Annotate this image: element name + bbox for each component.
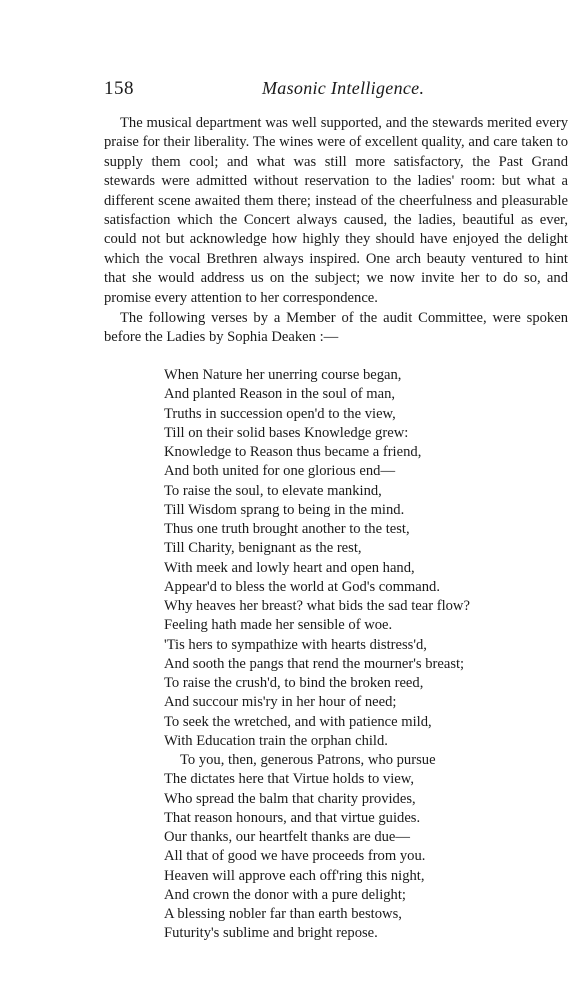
paragraph-musical-department: The musical department was well supported, and the stewards merited every praise for their liberality. The wines were of excellent quality, and care taken to supply them cool; and what was still more satisfactory, the Past Grand stewards were admitted without reservation to the ladies' room: but what a different scene awaited them there; instead of the cheerfulness and pleasurable satisfaction which the Concert always caused, the ladies, beautiful as ever, could not but acknowledge how highly they should have enjoyed the delight which the vocal Brethren always inspired. One arch beauty ventured to hint that she would address us on the subject; we now invite her to do so, and promise every attention to her correspondence. <box>104 115 568 306</box>
poem-line: Thus one truth brought another to the test, <box>164 521 410 537</box>
poem-line: A blessing nobler far than earth bestows, <box>164 906 402 922</box>
poem-line: Our thanks, our heartfelt thanks are due— <box>164 829 410 845</box>
poem-line: That reason honours, and that virtue guides. <box>164 809 421 826</box>
poem-line: All that of good we have proceeds from you. <box>164 848 426 865</box>
poem-line: To raise the crush'd, to bind the broken reed, <box>164 675 424 691</box>
poem-line: And sooth the pangs that rend the mourner's breast; <box>164 655 465 672</box>
poem-line: With Education train the orphan child. <box>164 732 388 749</box>
poem-line: And crown the donor with a pure delight; <box>164 886 406 903</box>
running-head: Masonic Intelligence. <box>262 78 425 98</box>
poem-line: To raise the soul, to elevate mankind, <box>164 482 382 499</box>
prose-body <box>104 114 568 348</box>
poem-line: To you, then, generous Patrons, who pursue <box>180 752 436 768</box>
poem-line: Why heaves her breast? what bids the sad tear flow? <box>164 598 470 614</box>
poem-line: Till on their solid bases Knowledge grew: <box>164 424 409 441</box>
poem-line: When Nature her unerring course began, <box>164 367 402 383</box>
poem-line: Till Charity, benignant as the rest, <box>164 540 362 557</box>
poem-line: Appear'd to bless the world at God's command. <box>164 578 440 595</box>
poem-line: Futurity's sublime and bright repose. <box>164 925 378 942</box>
paragraph-verses-intro: The following verses by a Member of the audit Committee, were spoken before the Ladies by Sophia Deaken :— <box>104 310 568 346</box>
poem-line: And planted Reason in the soul of man, <box>164 386 396 403</box>
poem-line: Truths in succession open'd to the view, <box>164 405 396 422</box>
poem-line: The dictates here that Virtue holds to view, <box>164 771 414 788</box>
poem-line: With meek and lowly heart and open hand, <box>164 559 415 576</box>
poem-line: Who spread the balm that charity provides, <box>164 790 416 807</box>
poem-line: Heaven will approve each off'ring this night, <box>164 867 425 884</box>
poem-line: Till Wisdom sprang to being in the mind. <box>164 501 405 518</box>
poem-line: To seek the wretched, and with patience mild, <box>164 713 432 730</box>
poem-line: Knowledge to Reason thus became a friend, <box>164 444 422 460</box>
poem-line: And succour mis'ry in her hour of need; <box>164 694 397 711</box>
poem-line: And both united for one glorious end— <box>164 463 396 480</box>
page-number: 158 <box>104 78 134 99</box>
poem-line: 'Tis hers to sympathize with hearts distress'd, <box>164 636 427 653</box>
poem-line: Feeling hath made her sensible of woe. <box>164 617 393 634</box>
page-header <box>104 78 570 100</box>
poem <box>164 366 574 944</box>
